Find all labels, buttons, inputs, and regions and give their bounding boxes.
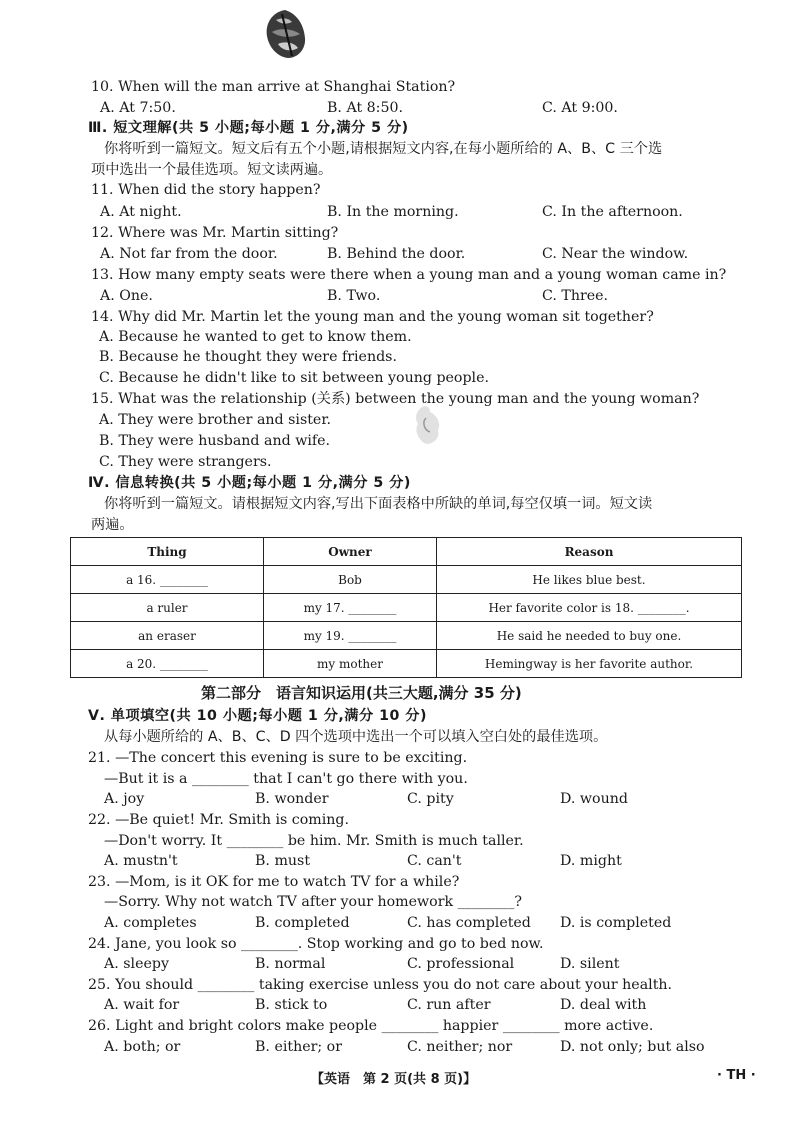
option-c[interactable]: C. pity: [407, 791, 454, 807]
question-11: 11. When did the story happen?: [91, 182, 321, 198]
cell-owner: Bob: [264, 566, 437, 594]
option-a[interactable]: A. They were brother and sister.: [99, 412, 332, 428]
option-c[interactable]: C. Three.: [542, 288, 609, 304]
question-25: 25. You should ________ taking exercise unless you do not care about your health.: [88, 977, 673, 993]
section-4-title: Ⅳ. 信息转换(共 5 小题;每小题 1 分,满分 5 分): [88, 475, 411, 491]
cell-reason: Hemingway is her favorite author.: [437, 650, 742, 678]
option-c[interactable]: C. has completed: [407, 915, 531, 931]
option-c[interactable]: C. can't: [407, 853, 462, 869]
option-b[interactable]: B. Behind the door.: [327, 246, 466, 262]
option-d[interactable]: D. wound: [560, 791, 628, 807]
option-d[interactable]: D. is completed: [560, 915, 672, 931]
question-24: 24. Jane, you look so ________. Stop working and go to bed now.: [88, 936, 544, 952]
option-b[interactable]: B. Because he thought they were friends.: [99, 349, 397, 365]
option-d[interactable]: D. silent: [560, 956, 620, 972]
cell-thing[interactable]: a 20. ________: [71, 650, 264, 678]
section-3-instructions-line1: 你将听到一篇短文。短文后有五个小题,请根据短文内容,在每小题所给的 A、B、C 三个选: [104, 141, 663, 157]
cell-reason: He likes blue best.: [437, 566, 742, 594]
cell-owner[interactable]: my 17. ________: [264, 594, 437, 622]
header-reason: Reason: [437, 538, 742, 566]
option-b[interactable]: B. wonder: [255, 791, 329, 807]
option-b[interactable]: B. completed: [255, 915, 350, 931]
question-10: 10. When will the man arrive at Shanghai Station?: [91, 79, 456, 95]
option-b[interactable]: B. In the morning.: [327, 204, 459, 220]
question-13: 13. How many empty seats were there when a young man and a young woman came in?: [91, 267, 727, 283]
header-thing: Thing: [71, 538, 264, 566]
option-b[interactable]: B. At 8:50.: [327, 100, 404, 116]
option-c[interactable]: C. They were strangers.: [99, 454, 272, 470]
option-b[interactable]: B. normal: [255, 956, 326, 972]
cell-owner: my mother: [264, 650, 437, 678]
option-a[interactable]: A. At night.: [100, 204, 182, 220]
cell-thing: an eraser: [71, 622, 264, 650]
page-number: 【英语 第 2 页(共 8 页)】: [311, 1072, 477, 1087]
option-c[interactable]: C. In the afternoon.: [542, 204, 683, 220]
option-b[interactable]: B. Two.: [327, 288, 381, 304]
option-d[interactable]: D. deal with: [560, 997, 647, 1013]
option-a[interactable]: A. wait for: [104, 997, 180, 1013]
option-a[interactable]: A. Not far from the door.: [100, 246, 278, 262]
option-a[interactable]: A. both; or: [104, 1039, 181, 1055]
exam-logo-icon: [262, 8, 308, 60]
paper-code: · TH ·: [717, 1068, 756, 1083]
option-b[interactable]: B. stick to: [255, 997, 328, 1013]
option-a[interactable]: A. completes: [104, 915, 197, 931]
question-15: 15. What was the relationship (关系) between the young man and the young woman?: [91, 391, 700, 407]
cell-thing: a ruler: [71, 594, 264, 622]
option-c[interactable]: C. Because he didn't like to sit between young people.: [99, 370, 490, 386]
question-14: 14. Why did Mr. Martin let the young man and the young woman sit together?: [91, 309, 654, 325]
option-c[interactable]: C. run after: [407, 997, 491, 1013]
option-a[interactable]: A. One.: [100, 288, 153, 304]
option-a[interactable]: A. sleepy: [104, 956, 169, 972]
question-22-line1: 22. —Be quiet! Mr. Smith is coming.: [88, 812, 350, 828]
option-d[interactable]: D. might: [560, 853, 622, 869]
cell-owner[interactable]: my 19. ________: [264, 622, 437, 650]
option-c[interactable]: C. neither; nor: [407, 1039, 513, 1055]
question-23-line2: —Sorry. Why not watch TV after your homework ________?: [104, 894, 522, 910]
option-a[interactable]: A. mustn't: [104, 853, 178, 869]
option-b[interactable]: B. must: [255, 853, 311, 869]
cell-thing[interactable]: a 16. ________: [71, 566, 264, 594]
question-26: 26. Light and bright colors make people ________ happier ________ more active.: [88, 1018, 654, 1034]
option-d[interactable]: D. not only; but also: [560, 1039, 705, 1055]
section-3-title: Ⅲ. 短文理解(共 5 小题;每小题 1 分,满分 5 分): [88, 120, 409, 136]
section-4-instructions-line1: 你将听到一篇短文。请根据短文内容,写出下面表格中所缺的单词,每空仅填一词。短文读: [104, 496, 653, 512]
header-owner: Owner: [264, 538, 437, 566]
table-row: [71, 650, 742, 678]
section-4-instructions-line2: 两遍。: [91, 517, 134, 533]
option-c[interactable]: C. professional: [407, 956, 515, 972]
table-row: [71, 594, 742, 622]
option-c[interactable]: C. At 9:00.: [542, 100, 618, 116]
option-a[interactable]: A. At 7:50.: [100, 100, 176, 116]
question-22-line2: —Don't worry. It ________ be him. Mr. Smith is much taller.: [104, 833, 524, 849]
question-23-line1: 23. —Mom, is it OK for me to watch TV for a while?: [88, 874, 460, 890]
table-row: [71, 622, 742, 650]
table-header-row: [71, 538, 742, 566]
option-b[interactable]: B. They were husband and wife.: [99, 433, 331, 449]
table-row: [71, 566, 742, 594]
question-21-line2: —But it is a ________ that I can't go there with you.: [104, 771, 468, 787]
info-table: [70, 537, 742, 678]
option-b[interactable]: B. either; or: [255, 1039, 343, 1055]
ink-smudge-icon: [410, 404, 446, 446]
cell-reason[interactable]: Her favorite color is 18. ________.: [437, 594, 742, 622]
section-5-title: Ⅴ. 单项填空(共 10 小题;每小题 1 分,满分 10 分): [88, 708, 427, 724]
section-5-instructions: 从每小题所给的 A、B、C、D 四个选项中选出一个可以填入空白处的最佳选项。: [104, 729, 608, 745]
question-12: 12. Where was Mr. Martin sitting?: [91, 225, 339, 241]
option-a[interactable]: A. Because he wanted to get to know them.: [99, 329, 412, 345]
question-21-line1: 21. —The concert this evening is sure to be exciting.: [88, 750, 468, 766]
option-a[interactable]: A. joy: [104, 791, 145, 807]
option-c[interactable]: C. Near the window.: [542, 246, 689, 262]
part-2-title: 第二部分 语言知识运用(共三大题,满分 35 分): [201, 684, 522, 702]
cell-reason: He said he needed to buy one.: [437, 622, 742, 650]
section-3-instructions-line2: 项中选出一个最佳选项。短文读两遍。: [91, 162, 333, 178]
